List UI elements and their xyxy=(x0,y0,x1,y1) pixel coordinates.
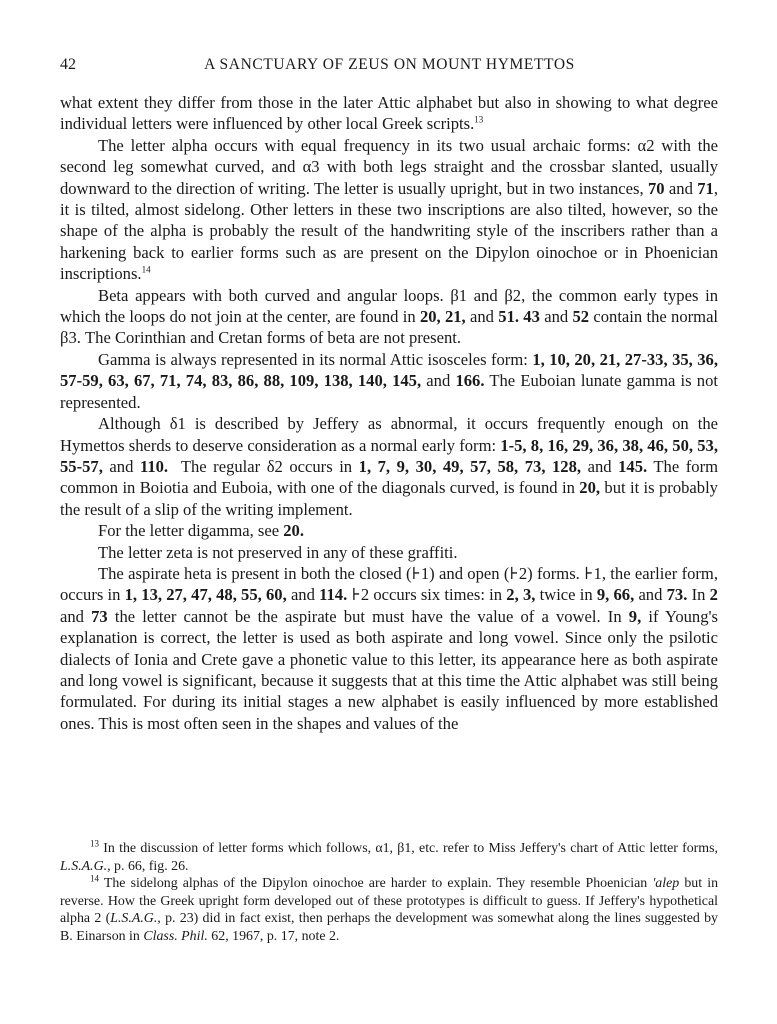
paragraph-delta: Although δ1 is described by Jeffery as abnormal, it occurs frequently enough on the Hymettos sherds to deserve consideration as a normal early form: 1-5, 8, 16, 29, 36, 38, 46, 50, 53, 55-57, and 110. The regular δ2 occurs in 1, 7, 9, 30, 49, 57, 58, 73, 128, and 145. The form common in Boiotia and Euboia, with one of the diagonals curved, is found in 20, but it is probably the result of a slip of the writing implement. xyxy=(60,414,718,519)
footnotes xyxy=(60,840,718,946)
footnote-14: $^{14}$ The sidelong alphas of the Dipylon oinochoe are harder to explain. They resemble Phoenician 'alep but in reverse. How the Greek upright form developed out of these prototypes is difficult to guess. If Jeffery's hypothetical alpha 2 (L.S.A.G., p. 23) did in fact exist, then perhaps the development was somewhat along the lines suggested by B. Einarson in Class. Phil. 62, 1967, p. 17, note 2. xyxy=(60,873,719,944)
body-text xyxy=(60,92,718,734)
page-header xyxy=(60,56,719,78)
page-number: 42 xyxy=(60,56,76,73)
footnote-ref-13[interactable]: 13 xyxy=(474,114,484,125)
paragraph-digamma: For the letter digamma, see 20. xyxy=(98,521,304,541)
paragraph-alpha: The letter alpha occurs with equal frequency in its two usual archaic forms: α2 with the second leg somewhat curved, and α3 with both legs straight and the crossbar slanted, usually downward to the direction of writing. The letter is usually upright, but in two instances, 70 and 71, it is tilted, almost sidelong. Other letters in these two inscriptions are also tilted, however, so the shape of the alpha is probably the result of the handwriting style of the inscribers rather than a harkening back to earlier forms such as are present on the Dipylon oinochoe or in Phoenician inscriptions.$^{14}$ xyxy=(60,135,718,284)
paragraph-gamma: Gamma is always represented in its normal Attic isosceles form: 1, 10, 20, 21, 27-33, 35, 36, 57-59, 63, 67, 71, 74, 83, 86, 88, 109, 138, 140, 145, and 166. The Euboian lunate gamma is not represented. xyxy=(60,349,718,412)
paragraph-zeta: The letter zeta is not preserved in any of these graffiti. xyxy=(98,542,458,562)
paragraph-heta: The aspirate heta is present in both the closed (⊦1) and open (⊦2) forms. ⊦1, the earlier form, occurs in 1, 13, 27, 47, 48, 55, 60, and 114. ⊦2 occurs six times: in 2, 3, twice in 9, 66, and 73. In 2 and 73 the letter cannot be the aspirate but must have the value of a vowel. In 9, if Young's explanation is correct, the letter is used as both aspirate and long vowel. Since only the psilotic dialects of Ionia and Crete gave a phonetic value to this letter, its appearance here as both aspirate and long vowel is significant, because it suggests that at this time the Attic alphabet was still being formulated. For during its initial stages a new alphabet is easily influenced by more established ones. This is most often seen in the shapes and values of the xyxy=(60,563,718,733)
footnote-13: $^{13}$ In the discussion of letter forms which follows, α1, β1, etc. refer to Miss Jeffery's chart of Attic letter forms, L.S.A.G., p. 66, fig. 26. xyxy=(60,838,718,874)
paragraph-continuation: what extent they differ from those in the later Attic alphabet but also in showing to what degree individual letters were influenced by other local Greek scripts.$^{13}$ xyxy=(60,93,718,134)
running-title: A SANCTUARY OF ZEUS ON MOUNT HYMETTOS xyxy=(204,56,575,73)
footnote-ref-14[interactable]: 14 xyxy=(141,264,151,275)
paragraph-beta: Beta appears with both curved and angular loops. β1 and β2, the common early types in which the loops do not join at the center, are found in 20, 21, and 51. 43 and 52 contain the normal β3. The Corinthian and Cretan forms of beta are not present. xyxy=(60,285,719,348)
